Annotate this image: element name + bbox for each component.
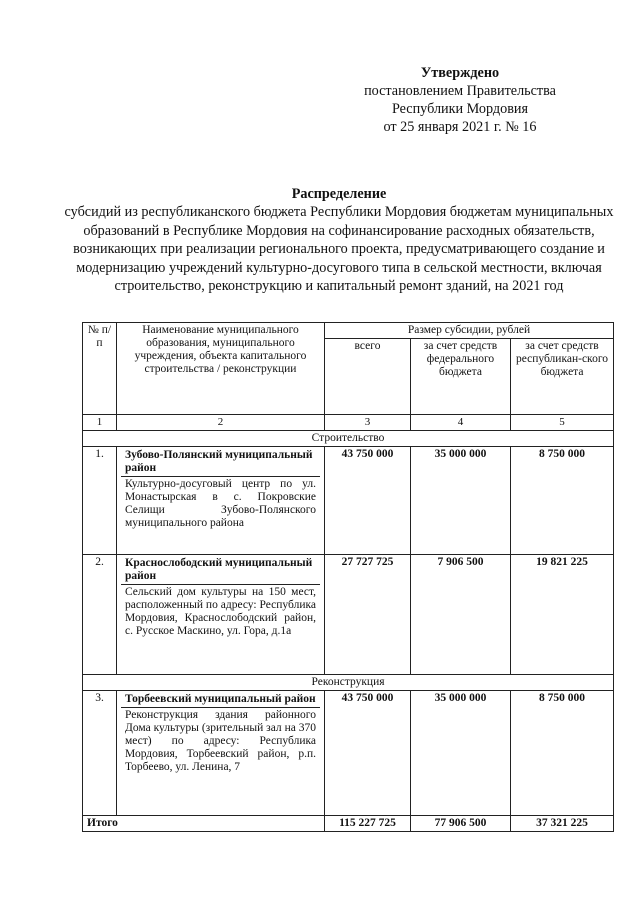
object-name: Сельский дом культуры на 150 мест, расположенный по адресу: Республика Мордовия, Краснослободский район, с. Русское Маскино, ул. Гора, д.1а [125,586,316,637]
header-total: всего [325,339,411,415]
municipality-name: Краснослободский муниципальный район [121,556,320,585]
section-construction: Строительство [83,431,614,447]
row-name-cell [117,555,325,675]
header-republic: за счет средств республикан-ского бюджета [511,339,614,415]
table-row [83,555,614,675]
column-number: 4 [411,415,511,431]
approval-line-2: постановлением Правительства [364,83,556,99]
section-reconstruction: Реконструкция [83,675,614,691]
section-row [83,675,614,691]
table-row [83,447,614,555]
document-heading [60,185,618,295]
object-name: Реконструкция здания районного Дома культуры (зрительный зал на 370 мест) по адресу: Республика Мордовия, Торбеевский район, р.п. Торбеево, ул. Ленина, 7 [125,709,316,773]
header-num: № п/п [83,323,117,415]
header-subsidy-size: Размер субсидии, рублей [325,323,614,339]
column-number: 3 [325,415,411,431]
header-federal: за счет средств федерального бюджета [411,339,511,415]
table-row [83,691,614,816]
row-total: 27 727 725 [325,555,411,675]
row-republic: 8 750 000 [511,447,614,555]
approval-date: от 25 января 2021 г. № 16 [383,119,537,135]
column-numbers-row [83,415,614,431]
row-name-cell [117,447,325,555]
object-name: Культурно-досуговый центр по ул. Монастырская в с. Покровские Селищи Зубово-Полянского муниципального района [125,478,316,529]
totals-total: 115 227 725 [325,816,411,832]
row-federal: 35 000 000 [411,447,511,555]
totals-federal: 77 906 500 [411,816,511,832]
row-num: 2. [83,555,117,675]
column-number: 5 [511,415,614,431]
row-num: 3. [83,691,117,816]
approval-title: Утверждено [420,65,500,81]
row-total: 43 750 000 [325,447,411,555]
row-name-cell [117,691,325,816]
municipality-name: Торбеевский муниципальный район [121,692,320,708]
municipality-name: Зубово-Полянский муниципальный район [121,448,320,477]
approval-block [340,64,580,136]
approval-line-3: Республики Мордовия [391,101,529,117]
document-title: Распределение [291,186,387,202]
section-row [83,431,614,447]
row-republic: 19 821 225 [511,555,614,675]
distribution-table [82,322,614,832]
row-num: 1. [83,447,117,555]
column-number: 1 [83,415,117,431]
row-total: 43 750 000 [325,691,411,816]
totals-republic: 37 321 225 [511,816,614,832]
column-number: 2 [117,415,325,431]
totals-label: Итого [83,816,325,832]
totals-row [83,816,614,832]
row-federal: 7 906 500 [411,555,511,675]
header-name: Наименование муниципального образования, муниципального учреждения, объекта капитального строительства / реконструкции [117,323,325,415]
row-republic: 8 750 000 [511,691,614,816]
row-federal: 35 000 000 [411,691,511,816]
document-subtitle: субсидий из республиканского бюджета Республики Мордовия бюджетам муниципальных образований в Республике Мордовия на софинансирование расходных обязательств, возникающих при реализации регионального проекта, предусматривающего создание и модернизацию учреждений культурно-досугового типа в сельской местности, включая строительство, реконструкцию и капитальный ремонт зданий, на 2021 год [64,204,614,295]
